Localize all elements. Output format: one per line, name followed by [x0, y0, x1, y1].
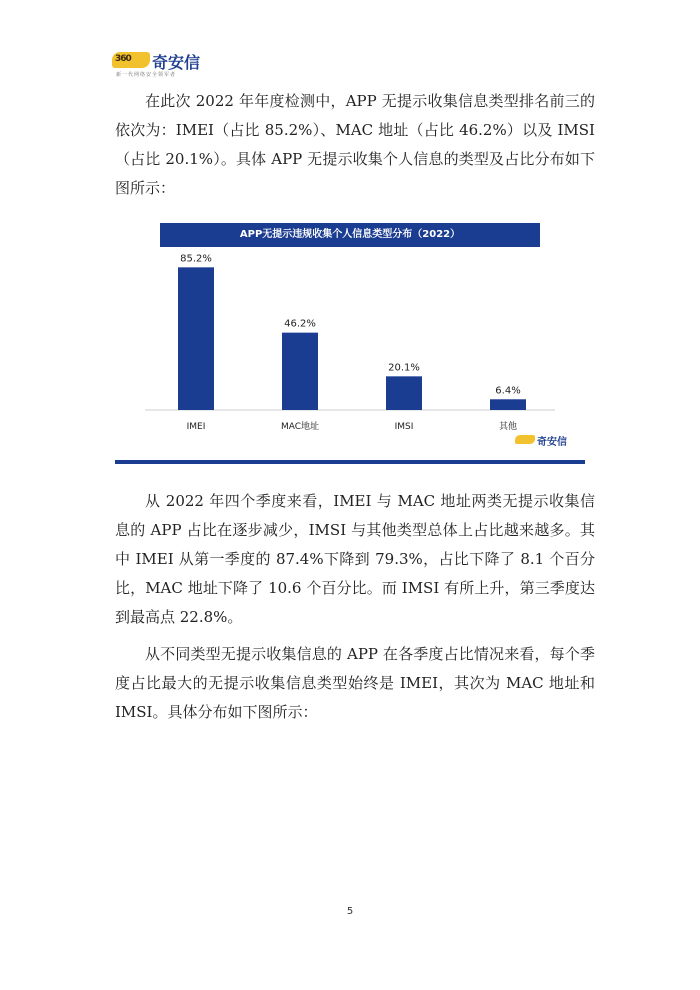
category-label-2: IMSI	[394, 422, 414, 432]
paragraph-intro: 在此次 2022 年年度检测中，APP 无提示收集信息类型排名前三的依次为：IMEI（占比 85.2%）、MAC 地址（占比 46.2%）以及 IMSI（占比 20.1%）。具体 APP 无提示收集个人信息的类型及占比分布如下图所示：	[115, 92, 595, 197]
paragraph-quarterly-trend: 从 2022 年四个季度来看，IMEI 与 MAC 地址两类无提示收集信息的 APP 占比在逐步减少，IMSI 与其他类型总体上占比越来越多。其中 IMEI 从第一季度的 87.4%下降到 79.3%，占比下降了 8.1 个百分比，MAC 地址下降了 10.6 个百分比。而 IMSI 有所上升，第三季度达到最高点 22.8%。	[115, 492, 595, 626]
logo-mark-text: 360	[115, 54, 131, 64]
figure-bottom-rule	[115, 460, 585, 464]
value-label-0: 85.2%	[180, 253, 212, 265]
chart-title: APP无提示违规收集个人信息类型分布（2022）	[160, 223, 540, 247]
logo-name: 奇安信	[152, 53, 201, 72]
bar-0	[178, 267, 214, 410]
figure-logo-mark-icon	[515, 435, 535, 444]
bar-2	[386, 376, 422, 410]
bar-chart-figure	[115, 213, 585, 468]
logo-tagline: 新一代网络安全领军者	[116, 72, 177, 78]
value-label-1: 46.2%	[284, 318, 316, 330]
category-label-0: IMEI	[186, 422, 206, 432]
page-number: 5	[346, 906, 354, 917]
figure-logo-name: 奇安信	[537, 437, 567, 448]
category-label-3: 其他	[498, 422, 518, 432]
bar-chart	[115, 213, 585, 458]
figure-logo	[515, 433, 585, 451]
value-label-2: 20.1%	[388, 362, 420, 374]
category-label-1: MAC地址	[280, 422, 320, 432]
paragraph-type-distribution: 从不同类型无提示收集信息的 APP 在各季度占比情况来看，每个季度占比最大的无提示收集信息类型始终是 IMEI，其次为 MAC 地址和 IMSI。具体分布如下图所示：	[115, 645, 595, 721]
company-logo	[112, 50, 232, 80]
value-label-3: 6.4%	[495, 385, 521, 397]
bar-1	[282, 333, 318, 410]
logo-mark-icon	[112, 52, 150, 68]
bar-3	[490, 399, 526, 410]
